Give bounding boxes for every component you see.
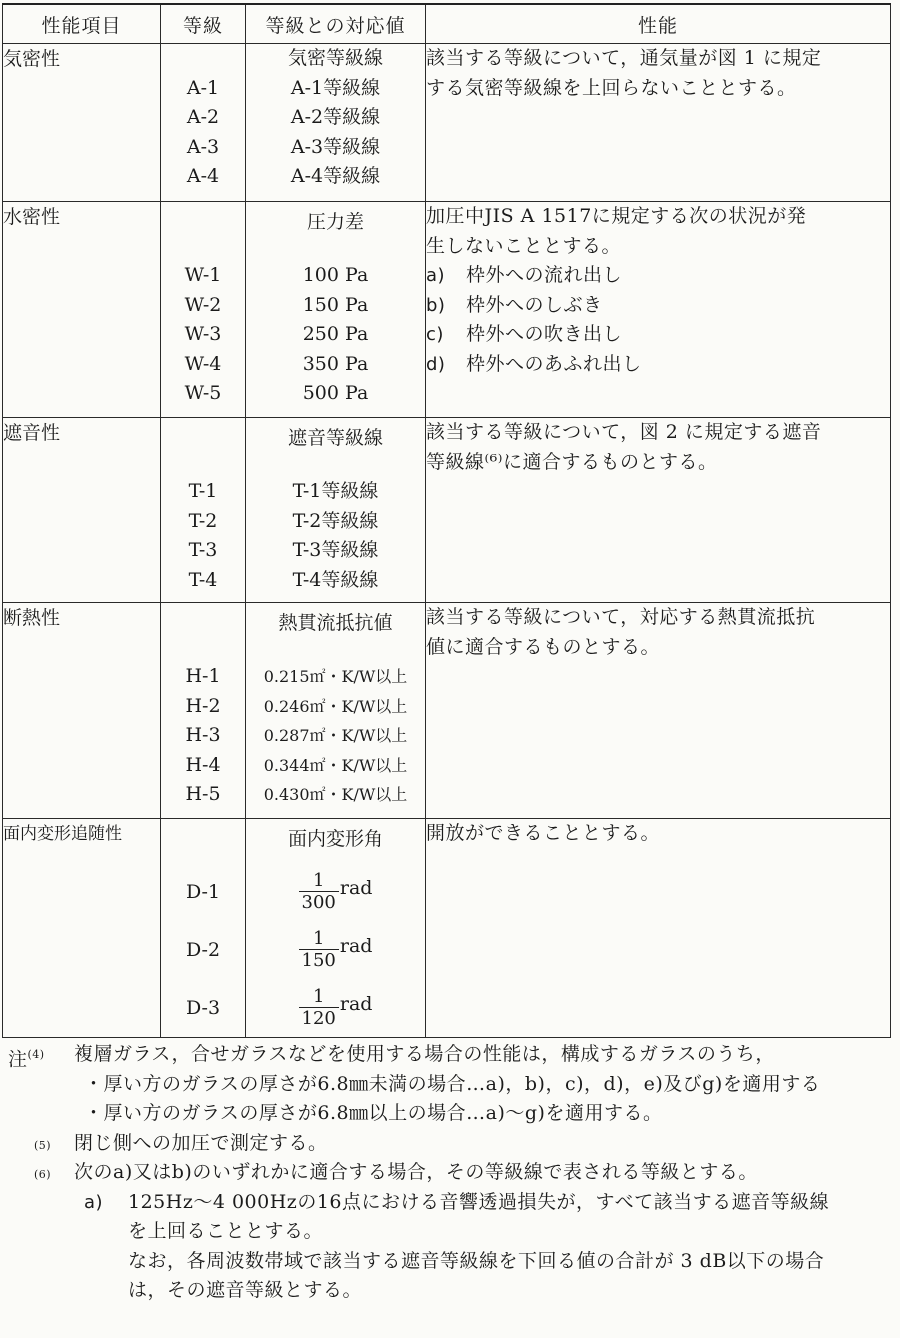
value-header: 圧力差 [306,211,364,233]
angle-value [246,979,425,1037]
grade-value: T-4等級線 [292,568,379,591]
grade-label: H-2 [185,694,221,717]
grade-value: 250 Pa [302,323,369,345]
unit: rad [339,935,373,957]
property-in-plane-deformation: 面内変形追随性 [3,819,161,1038]
grade-value: A-1等級線 [290,76,381,99]
condition-item [426,291,890,321]
condition-item [426,350,890,380]
note-number: (6) [34,1168,52,1181]
grade-label: T-3 [188,539,218,561]
grade-label: T-2 [188,509,218,532]
value-cell [246,202,426,418]
item-text: 枠外へのしぶき [466,293,603,316]
item-marker: d) [426,353,446,375]
grade-cell [161,819,246,1038]
grade-label: D-1 [185,881,221,903]
performance-cell [426,44,891,202]
note-text: なお，各周波数帯域で該当する遮音等級線を下回る値の合計が 3 dB以下の場合 [128,1249,825,1272]
table-row [3,44,891,202]
grade-value: 0.287㎡・K/W以上 [263,726,408,745]
grade-label: W-4 [184,352,222,375]
value-cell [246,44,426,202]
grade-label: W-1 [184,264,222,286]
performance-text: 値に適合するものとする。 [426,635,661,658]
table-header-row [3,4,891,44]
grade-label: H-3 [185,724,221,746]
note-6a-cont [8,1247,900,1277]
grade-label: A-4 [186,165,220,187]
grade-label: W-3 [184,323,222,345]
value-header: 面内変形角 [287,828,383,850]
condition-item [426,320,890,350]
note-number: (4) [27,1048,45,1061]
denominator: 150 [299,949,339,972]
angle-value [246,921,425,979]
numerator: 1 [312,985,325,1007]
grade-value: T-2等級線 [292,509,379,532]
grade-value: 500 Pa [302,382,369,404]
performance-table [2,3,891,1038]
grade-label: H-1 [185,665,221,687]
grade-value: 0.215㎡・K/W以上 [263,667,408,686]
note-text: 次のa)又はb)のいずれかに適合する場合，その等級線で表される等級とする。 [74,1161,758,1183]
note-5 [8,1129,900,1159]
grade-value: 100 Pa [302,264,369,286]
table-row [3,603,891,819]
grade-value: A-3等級線 [290,135,381,158]
note-text: 閉じ側への加圧で測定する。 [74,1131,328,1154]
grade-value: 0.344㎡・K/W以上 [263,755,408,775]
performance-text: 加圧中JIS A 1517に規定する次の状況が発 [426,205,807,227]
table-row [3,418,891,603]
value-header: 遮音等級線 [287,427,383,449]
note-number: (5) [34,1138,52,1152]
grade-cell [161,603,246,819]
note-6 [8,1158,900,1188]
denominator: 300 [299,891,339,914]
item-text: 枠外への流れ出し [466,264,623,286]
grade-label: A-1 [186,76,220,99]
numerator: 1 [312,869,325,891]
grade-label: A-3 [186,135,220,158]
unit: rad [339,877,373,899]
fraction [299,987,339,1030]
property-sound-insulation: 遮音性 [3,418,161,603]
grade-label: W-2 [184,293,222,316]
performance-cell [426,819,891,1038]
performance-text: 該当する等級について，通気量が図 1 に規定 [426,47,822,69]
grade-value: 350 Pa [302,352,369,375]
performance-cell [426,603,891,819]
note-text: 複層ガラス，合せガラスなどを使用する場合の性能は，構成するガラスのうち， [74,1043,775,1065]
grade-value: 0.430㎡・K/W以上 [263,785,408,804]
note-4-bullet [8,1099,900,1129]
table-row [3,819,891,1038]
grade-label: H-4 [185,753,221,776]
grade-value: T-1等級線 [292,480,379,502]
fraction [299,929,339,972]
header-grade: 等級 [161,4,246,44]
unit: rad [339,993,373,1015]
notes-section [8,1040,900,1306]
header-performance: 性能 [426,4,891,44]
note-text: は，その遮音等級とする。 [128,1279,363,1301]
table-row [3,202,891,418]
value-header: 気密等級線 [287,47,383,69]
item-text: 枠外への吹き出し [466,323,623,345]
value-header: 熱貫流抵抗値 [278,612,393,634]
note-6a-cont [8,1276,900,1306]
denominator: 120 [299,1007,339,1030]
grade-value: A-2等級線 [290,106,381,128]
item-text: 枠外へのあふれ出し [466,352,642,375]
condition-item [426,261,890,291]
numerator: 1 [312,927,325,949]
grade-value: 150 Pa [302,293,369,316]
performance-text: 開放ができることとする。 [426,822,661,844]
performance-text: 等級線⁽⁶⁾に適合するものとする。 [426,450,718,473]
item-marker: c) [426,324,444,345]
grade-value: T-3等級線 [292,539,379,561]
performance-text: 生しないこととする。 [426,234,622,257]
grade-value: 0.246㎡・K/W以上 [263,696,408,716]
angle-value [246,863,425,921]
note-6a [8,1188,900,1218]
performance-cell [426,202,891,418]
note-label: 注 [8,1048,28,1071]
note-6a-cont [8,1217,900,1247]
grade-cell [161,44,246,202]
value-cell [246,819,426,1038]
fraction [299,871,339,914]
grade-label: H-5 [185,783,221,805]
performance-text: 該当する等級について，図 2 に規定する遮音 [426,421,822,443]
performance-text: する気密等級線を上回らないこととする。 [426,76,797,99]
note-text: ・厚い方のガラスの厚さが6.8㎜未満の場合…a)，b)，c)，d)，e)及びg)を適用する [84,1072,821,1095]
performance-cell [426,418,891,603]
property-watertightness: 水密性 [3,202,161,418]
property-thermal-insulation: 断熱性 [3,603,161,819]
note-text: 125Hz～4 000Hzの16点における音響透過損失が，すべて該当する遮音等級線 [128,1190,830,1213]
header-value: 等級との対応値 [246,4,426,44]
grade-label: T-1 [188,480,218,502]
note-4-bullet [8,1070,900,1100]
grade-value: A-4等級線 [290,165,381,187]
grade-cell [161,202,246,418]
note-text: ・厚い方のガラスの厚さが6.8㎜以上の場合…a)～g)を適用する。 [84,1102,663,1124]
value-cell [246,418,426,603]
grade-cell [161,418,246,603]
performance-text: 該当する等級について，対応する熱貫流抵抗 [426,606,816,628]
property-airtightness: 気密性 [3,44,161,202]
grade-label: D-3 [185,997,221,1019]
grade-label: D-2 [185,939,221,961]
item-marker: b) [426,294,446,316]
header-property: 性能項目 [3,4,161,44]
grade-label: A-2 [186,106,220,128]
grade-label: W-5 [184,382,222,404]
grade-label: T-4 [188,568,218,591]
note-text: を上回ることとする。 [128,1220,324,1242]
value-cell [246,603,426,819]
item-marker: a) [426,265,446,286]
note-item-marker: a) [84,1191,104,1213]
note-4 [8,1040,900,1070]
